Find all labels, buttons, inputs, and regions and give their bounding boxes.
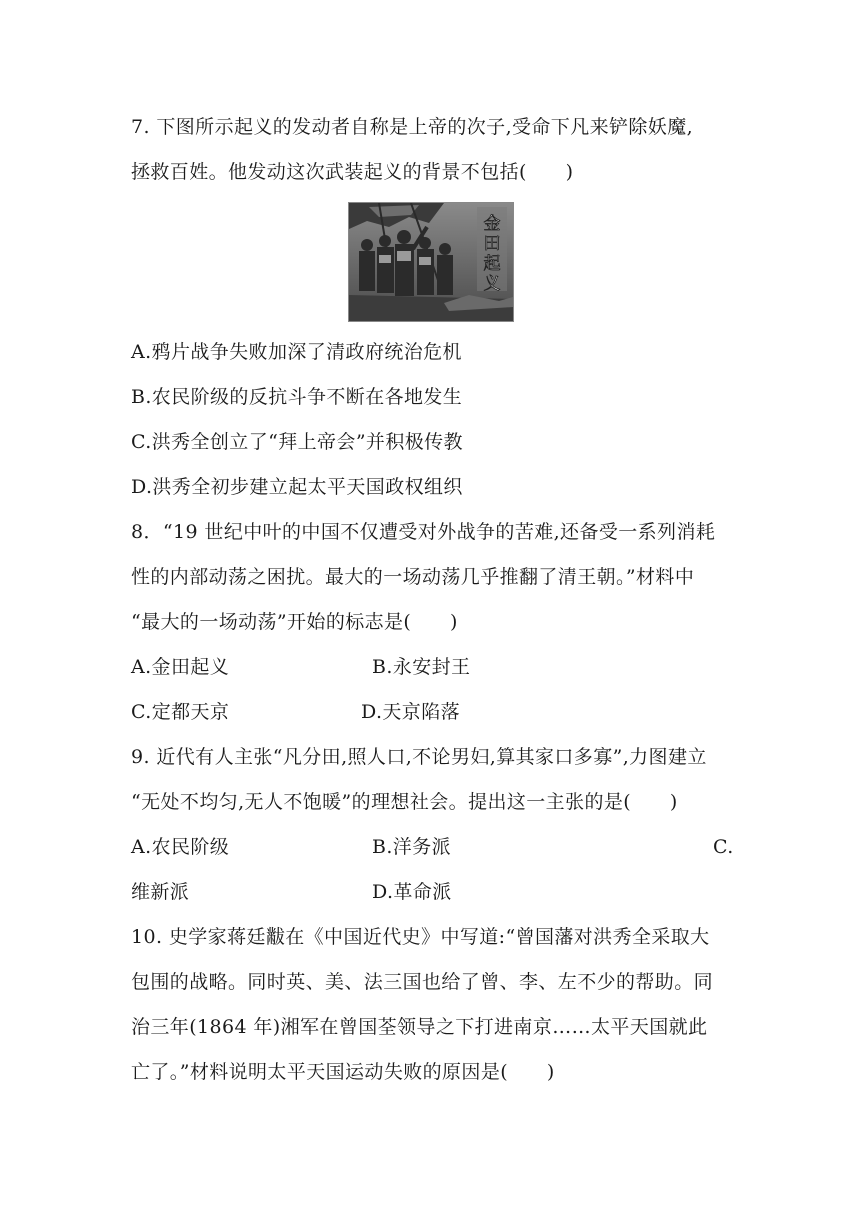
q8-stem-line-1: 8．“19 世纪中叶的中国不仅遭受对外战争的苦难,还备受一系列消耗 xyxy=(131,521,716,543)
q8-option-c: C.定都天京 xyxy=(131,701,230,723)
q10-stem-line-1: 10. 史学家蒋廷黻在《中国近代史》中写道:“曾国藩对洪秀全采取大 xyxy=(131,926,710,948)
q9-option-a: A.农民阶级 xyxy=(131,836,230,858)
q10-stem-line-3: 治三年(1864 年)湘军在曾国荃领导之下打进南京……太平天国就此 xyxy=(131,1016,708,1038)
q7-option-c: C.洪秀全创立了“拜上帝会”并积极传教 xyxy=(131,431,463,453)
q10-stem-line-4: 亡了。”材料说明太平天国运动失败的原因是( ) xyxy=(131,1061,555,1083)
q9-option-d: D.革命派 xyxy=(372,881,452,903)
image-caption-char-3: 起 xyxy=(483,254,501,274)
q7-stem-line-1: 7. 下图所示起义的发动者自称是上帝的次子,受命下凡来铲除妖魔, xyxy=(131,116,694,138)
q7-stem-line-2: 拯救百姓。他发动这次武装起义的背景不包括( ) xyxy=(131,161,574,183)
image-caption-char-1: 金 xyxy=(483,214,501,234)
q9-stem-line-2: “无处不均匀,无人不饱暖”的理想社会。提出这一主张的是( ) xyxy=(131,791,678,813)
q7-option-b: B.农民阶级的反抗斗争不断在各地发生 xyxy=(131,386,463,408)
q9-option-c-letter: C. xyxy=(713,836,734,858)
q10-stem-line-2: 包围的战略。同时英、美、法三国也给了曾、李、左不少的帮助。同 xyxy=(131,971,714,993)
q9-option-c-text: 维新派 xyxy=(131,881,190,903)
image-caption-char-2: 田 xyxy=(483,234,501,254)
q8-option-b: B.永安封王 xyxy=(372,656,471,678)
q8-option-a: A.金田起义 xyxy=(131,656,230,678)
image-caption-char-4: 义 xyxy=(483,274,501,294)
q8-stem-line-2: 性的内部动荡之困扰。最大的一场动荡几乎推翻了清王朝。”材料中 xyxy=(131,566,695,588)
q9-option-b: B.洋务派 xyxy=(372,836,452,858)
q8-option-d: D.天京陷落 xyxy=(361,701,460,723)
q7-option-a: A.鸦片战争失败加深了清政府统治危机 xyxy=(131,341,462,363)
q8-stem-line-3: “最大的一场动荡”开始的标志是( ) xyxy=(131,611,458,633)
q9-stem-line-1: 9. 近代有人主张“凡分田,照人口,不论男妇,算其家口多寡”,力图建立 xyxy=(131,746,707,768)
jintian-uprising-illustration xyxy=(348,202,514,322)
q7-option-d: D.洪秀全初步建立起太平天国政权组织 xyxy=(131,476,463,498)
